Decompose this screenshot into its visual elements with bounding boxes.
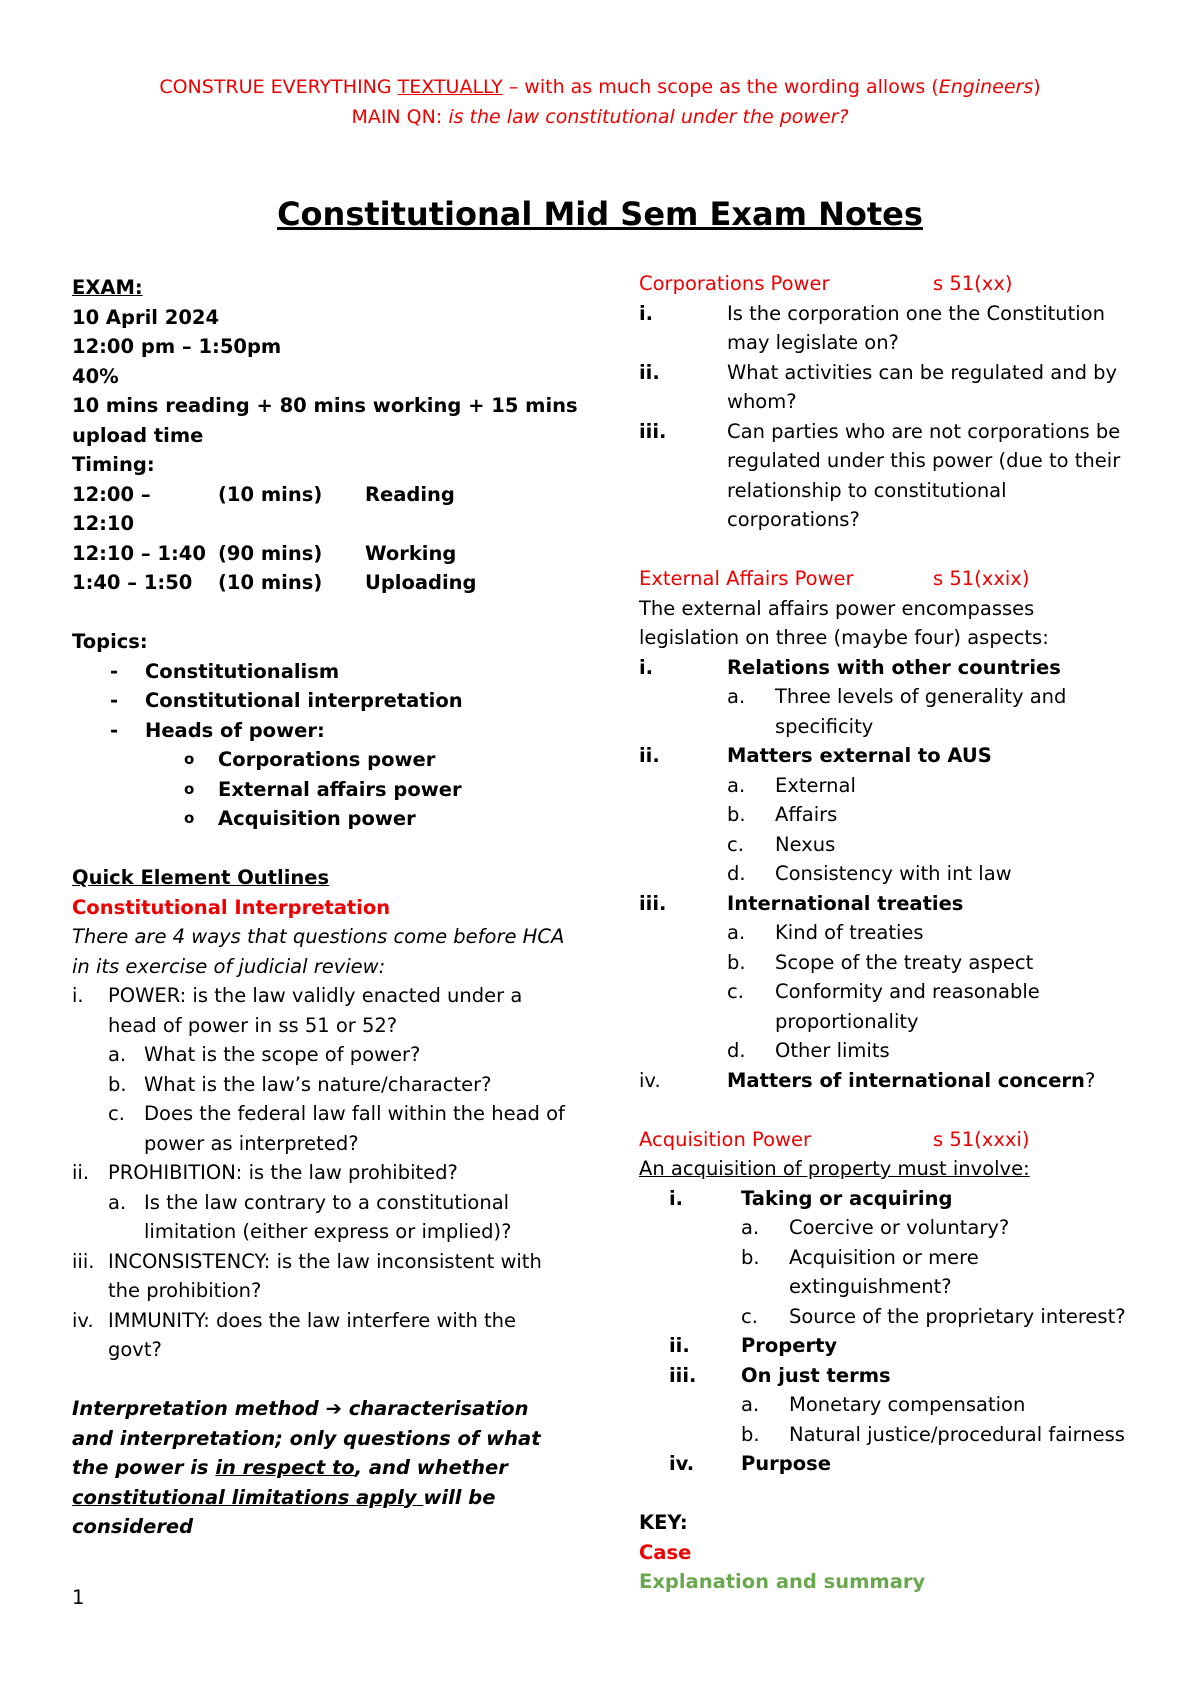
list-text: Does the federal law fall within the head of power as interpreted? bbox=[144, 1102, 565, 1155]
list-text: Acquisition or mere extinguishment? bbox=[789, 1245, 979, 1298]
list-marker: a. bbox=[108, 1043, 127, 1066]
timing-row bbox=[72, 480, 572, 539]
dash-bullet: - bbox=[110, 718, 119, 742]
banner-text: ) bbox=[1033, 76, 1041, 98]
list-marker: c. bbox=[108, 1102, 125, 1125]
list-text: Can parties who are not corporations be regulated under this power (due to their relationship to constitutional corporations? bbox=[727, 419, 1121, 531]
exam-date: 10 April 2024 bbox=[72, 305, 220, 329]
timing-label: Timing: bbox=[72, 453, 155, 476]
list-text: Taking or acquiring bbox=[741, 1186, 953, 1210]
list-text: What is the scope of power? bbox=[144, 1043, 421, 1066]
list-marker: b. bbox=[741, 1245, 760, 1269]
key-heading: KEY: bbox=[639, 1511, 688, 1534]
section-title: Acquisition Power bbox=[639, 1127, 811, 1151]
list-subitem bbox=[639, 977, 1139, 1036]
list-item bbox=[639, 1361, 1139, 1391]
timing-row bbox=[72, 539, 572, 569]
outlines-heading: Quick Element Outlines bbox=[72, 866, 330, 889]
list-text: Natural justice/procedural fairness bbox=[789, 1422, 1125, 1446]
list-text: Is the corporation one the Constitution may legislate on? bbox=[727, 301, 1105, 354]
banner-text: : bbox=[435, 106, 449, 128]
topics-heading: Topics: bbox=[72, 630, 148, 653]
dash-bullet: - bbox=[110, 689, 119, 712]
topic-label: Constitutionalism bbox=[145, 659, 340, 683]
note-emphasis: constitutional limitations apply bbox=[72, 1485, 424, 1509]
ci-intro: There are 4 ways that questions come before HCA in its exercise of judicial review: bbox=[72, 925, 565, 978]
right-column bbox=[639, 269, 1139, 1597]
list-text: INCONSISTENCY: is the law inconsistent with the prohibition? bbox=[108, 1249, 542, 1302]
list-subitem bbox=[72, 1099, 572, 1158]
list-marker: b. bbox=[108, 1072, 127, 1096]
list-marker: iii. bbox=[72, 1249, 95, 1273]
list-subitem bbox=[639, 948, 1139, 978]
list-text: POWER: is the law validly enacted under a head of power in ss 51 or 52? bbox=[108, 984, 523, 1037]
timing-length: (10 mins) bbox=[218, 571, 323, 594]
topic-item bbox=[72, 686, 572, 716]
topic-item bbox=[72, 657, 572, 687]
list-marker: iii. bbox=[639, 891, 667, 915]
banner-text: CONSTRUE EVERYTHING bbox=[159, 76, 398, 98]
list-item bbox=[639, 889, 1139, 919]
list-marker: ii. bbox=[639, 744, 660, 767]
external-affairs-heading bbox=[639, 564, 1139, 594]
list-item bbox=[639, 741, 1139, 771]
list-text: PROHIBITION: is the law prohibited? bbox=[108, 1161, 458, 1184]
list-subitem bbox=[639, 830, 1139, 860]
list-item bbox=[639, 358, 1139, 417]
list-text: Monetary compensation bbox=[789, 1393, 1026, 1416]
list-item bbox=[639, 417, 1139, 535]
list-marker: iv. bbox=[669, 1452, 695, 1475]
banner-question: is the law constitutional under the power? bbox=[448, 106, 849, 128]
section-ref: s 51(xx) bbox=[933, 272, 1013, 295]
list-text: External bbox=[775, 773, 856, 797]
timing-range: 12:00 – 12:10 bbox=[72, 482, 151, 535]
list-item bbox=[639, 653, 1139, 683]
list-text: Property bbox=[741, 1334, 838, 1357]
list-marker: a. bbox=[727, 773, 746, 797]
list-text: Consistency with int law bbox=[775, 862, 1012, 885]
banner-line-2 bbox=[0, 102, 1200, 132]
list-marker: c. bbox=[741, 1304, 758, 1328]
list-marker: b. bbox=[727, 803, 746, 826]
list-subitem bbox=[639, 918, 1139, 948]
list-text: Three levels of generality and specificity bbox=[775, 685, 1067, 738]
list-text: Kind of treaties bbox=[775, 921, 924, 944]
list-marker: iv. bbox=[639, 1068, 661, 1092]
list-item bbox=[639, 1331, 1139, 1361]
list-subitem bbox=[639, 682, 1139, 741]
list-text: Source of the proprietary interest? bbox=[789, 1304, 1126, 1328]
list-subitem bbox=[639, 1213, 1139, 1243]
topic-label: Heads of power: bbox=[145, 718, 325, 742]
list-subitem bbox=[639, 1302, 1139, 1332]
section-title: Corporations Power bbox=[639, 272, 830, 295]
list-item bbox=[639, 299, 1139, 358]
list-text: Other limits bbox=[775, 1039, 890, 1062]
list-subitem bbox=[639, 1036, 1139, 1066]
timing-length: (90 mins) bbox=[218, 541, 323, 565]
list-text: Affairs bbox=[775, 803, 838, 826]
list-text: Purpose bbox=[741, 1452, 831, 1475]
topic-label: Corporations power bbox=[218, 748, 436, 771]
list-item bbox=[639, 1449, 1139, 1479]
list-item bbox=[639, 1066, 1139, 1096]
timing-task: Working bbox=[365, 541, 457, 565]
topic-item bbox=[72, 716, 572, 746]
note-text: characterisation and interpretation; only questions of what the power is bbox=[72, 1397, 541, 1479]
list-marker: d. bbox=[727, 862, 746, 885]
exam-heading: EXAM: bbox=[72, 276, 143, 299]
dash-bullet: - bbox=[110, 659, 119, 683]
corporations-heading bbox=[639, 269, 1139, 299]
circle-bullet-icon: o bbox=[184, 750, 195, 768]
topic-subitem bbox=[72, 745, 572, 775]
exam-weight: 40% bbox=[72, 364, 119, 388]
key-case: Case bbox=[639, 1540, 692, 1564]
list-text: Relations with other countries bbox=[727, 655, 1061, 679]
exam-duration-cont: upload time bbox=[72, 423, 204, 447]
list-subitem bbox=[639, 1390, 1139, 1420]
list-subitem bbox=[639, 800, 1139, 830]
circle-bullet-icon: o bbox=[184, 809, 195, 827]
timing-length: (10 mins) bbox=[218, 482, 323, 506]
list-marker: b. bbox=[741, 1422, 760, 1446]
list-marker: i. bbox=[669, 1186, 684, 1210]
list-item bbox=[72, 1247, 572, 1306]
list-text-suffix: ? bbox=[1084, 1068, 1096, 1092]
list-marker: ii. bbox=[669, 1334, 690, 1357]
timing-range: 12:10 – 1:40 bbox=[72, 541, 206, 565]
section-title: External Affairs Power bbox=[639, 567, 854, 590]
list-marker: a. bbox=[741, 1216, 760, 1239]
list-subitem bbox=[639, 1243, 1139, 1302]
list-marker: iii. bbox=[669, 1363, 697, 1387]
list-subitem bbox=[72, 1070, 572, 1100]
list-subitem bbox=[72, 1188, 572, 1247]
topic-subitem bbox=[72, 804, 572, 834]
left-column bbox=[72, 273, 578, 1542]
banner-label: MAIN QN bbox=[351, 106, 436, 128]
topic-subitem bbox=[72, 775, 572, 805]
timing-row bbox=[72, 568, 572, 598]
section-ref: s 51(xxix) bbox=[933, 567, 1030, 590]
list-text: Is the law contrary to a constitutional limitation (either express or implied)? bbox=[144, 1190, 512, 1243]
list-text: IMMUNITY: does the law interfere with the govt? bbox=[108, 1308, 517, 1361]
list-text: On just terms bbox=[741, 1363, 891, 1387]
note-text: Interpretation method bbox=[72, 1397, 326, 1420]
topic-label: Constitutional interpretation bbox=[145, 689, 463, 712]
ci-heading: Constitutional Interpretation bbox=[72, 895, 391, 919]
note-emphasis: in respect to bbox=[215, 1456, 355, 1479]
list-text: What is the law’s nature/character? bbox=[144, 1072, 492, 1096]
list-text: Nexus bbox=[775, 832, 836, 856]
list-marker: c. bbox=[727, 980, 744, 1003]
list-marker: i. bbox=[639, 301, 654, 325]
list-marker: i. bbox=[639, 655, 654, 679]
list-marker: iv. bbox=[72, 1308, 94, 1332]
list-marker: i. bbox=[72, 984, 84, 1007]
arrow-right-icon: ➔ bbox=[325, 1397, 342, 1420]
acquisition-intro: An acquisition of property must involve: bbox=[639, 1157, 1030, 1180]
timing-task: Reading bbox=[365, 482, 455, 506]
list-item bbox=[639, 1184, 1139, 1214]
list-marker: ii. bbox=[639, 360, 660, 384]
header-banner bbox=[0, 72, 1200, 132]
page-title: Constitutional Mid Sem Exam Notes bbox=[277, 195, 923, 233]
interpretation-method-note bbox=[72, 1394, 572, 1542]
list-subitem bbox=[72, 1040, 572, 1070]
list-subitem bbox=[639, 859, 1139, 889]
list-marker: a. bbox=[727, 685, 746, 708]
list-item bbox=[72, 981, 572, 1040]
list-text: Matters external to AUS bbox=[727, 744, 992, 767]
banner-line-1 bbox=[0, 72, 1200, 102]
banner-text: – with as much scope as the wording allows ( bbox=[502, 76, 939, 98]
circle-bullet-icon: o bbox=[184, 779, 195, 798]
external-intro: The external affairs power encompasses legislation on three (maybe four) aspects: bbox=[639, 596, 1049, 649]
list-marker: b. bbox=[727, 950, 746, 974]
acquisition-heading bbox=[639, 1125, 1139, 1155]
exam-duration: 10 mins reading + 80 mins working + 15 mins bbox=[72, 394, 578, 417]
topic-label: Acquisition power bbox=[218, 807, 416, 830]
page-number: 1 bbox=[72, 1586, 85, 1609]
list-marker: a. bbox=[108, 1190, 127, 1214]
list-text: Matters of international concern bbox=[727, 1068, 1085, 1092]
exam-time: 12:00 pm – 1:50pm bbox=[72, 335, 282, 358]
topic-label: External affairs power bbox=[218, 777, 462, 801]
timing-task: Uploading bbox=[365, 571, 477, 594]
banner-emphasis: TEXTUALLY bbox=[397, 76, 503, 98]
list-marker: a. bbox=[741, 1393, 760, 1416]
list-text: What activities can be regulated and by whom? bbox=[727, 360, 1118, 413]
list-marker: a. bbox=[727, 921, 746, 944]
list-marker: iii. bbox=[639, 419, 667, 443]
list-text: Scope of the treaty aspect bbox=[775, 950, 1034, 974]
banner-case-ref: Engineers bbox=[938, 76, 1034, 98]
list-marker: ii. bbox=[72, 1161, 90, 1184]
list-subitem bbox=[639, 1420, 1139, 1450]
key-explanation: Explanation and summary bbox=[639, 1570, 926, 1593]
list-text: Coercive or voluntary? bbox=[789, 1216, 1010, 1239]
list-marker: d. bbox=[727, 1039, 746, 1062]
note-text: will be considered bbox=[72, 1485, 496, 1538]
list-marker: c. bbox=[727, 832, 744, 856]
timing-range: 1:40 – 1:50 bbox=[72, 571, 193, 594]
list-text: Conformity and reasonable proportionality bbox=[775, 980, 1040, 1033]
section-ref: s 51(xxxi) bbox=[933, 1127, 1030, 1151]
note-text: , and whether bbox=[354, 1456, 508, 1479]
list-item bbox=[72, 1306, 572, 1365]
list-item bbox=[72, 1158, 572, 1188]
list-subitem bbox=[639, 771, 1139, 801]
list-text: International treaties bbox=[727, 891, 964, 915]
